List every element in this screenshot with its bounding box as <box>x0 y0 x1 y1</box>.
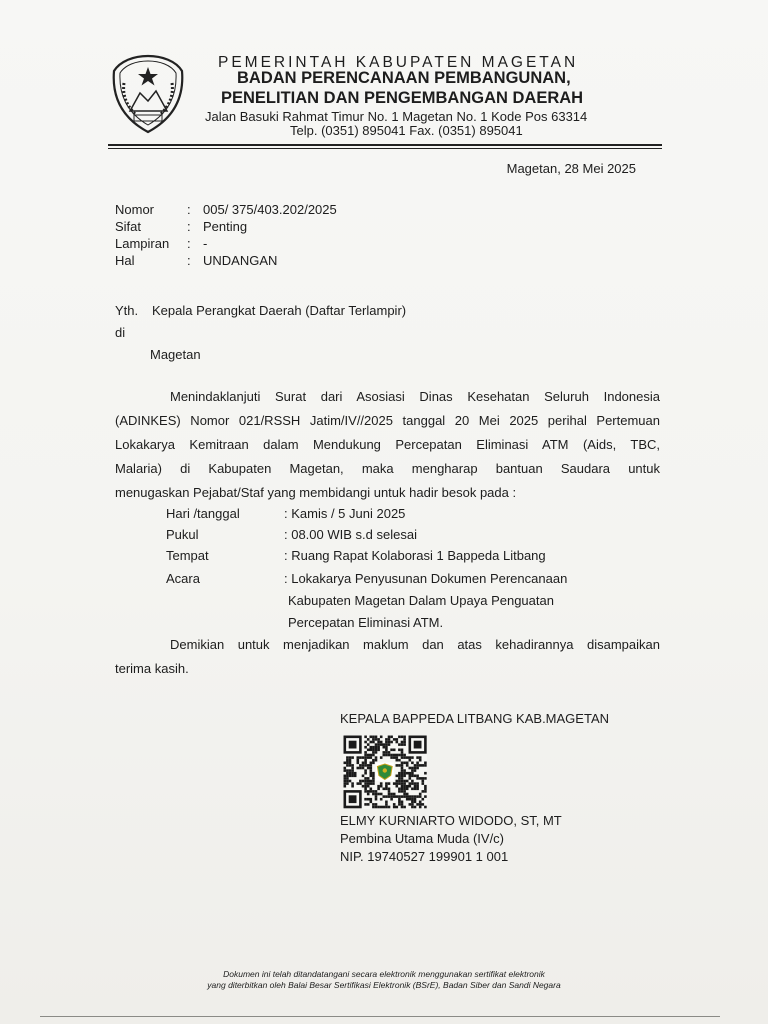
detail-label: Tempat <box>166 548 209 563</box>
meta-sep: : <box>187 219 191 234</box>
detail-value: : 08.00 WIB s.d selesai <box>284 527 417 542</box>
detail-acara-cont: Percepatan Eliminasi ATM. <box>288 615 444 630</box>
recipient-name: Kepala Perangkat Daerah (Daftar Terlampir) <box>152 303 407 318</box>
body-line: Malaria) di Kabupaten Magetan, maka mengharap bantuan Saudara untuk <box>115 461 660 476</box>
meta-lampiran <box>115 236 207 251</box>
letterhead-address: Jalan Basuki Rahmat Timur No. 1 Magetan No. 1 Kode Pos 63314 <box>205 109 588 124</box>
letterhead-rule-thin <box>108 148 662 149</box>
detail-value: : Lokakarya Penyusunan Dokumen Perencanaan <box>284 571 568 586</box>
meta-hal <box>115 253 277 268</box>
signatory-name: ELMY KURNIARTO WIDODO, ST, MT <box>340 813 562 828</box>
footer-esign-note: yang diterbitkan oleh Balai Besar Sertifikasi Elektronik (BSrE), Badan Siber dan Sandi Negara <box>207 980 561 990</box>
meta-label: Hal <box>115 253 135 268</box>
meta-value: Penting <box>203 219 248 234</box>
meta-value: 005/ 375/403.202/2025 <box>203 202 337 217</box>
detail-tempat <box>166 548 546 563</box>
body-line: Lokakarya Kemitraan dalam Mendukung Percepatan Eliminasi ATM (Aids, TBC, <box>115 437 660 452</box>
signatory-rank: Pembina Utama Muda (IV/c) <box>340 831 505 846</box>
meta-label: Sifat <box>115 219 142 234</box>
detail-hari-tanggal <box>166 506 405 521</box>
detail-label: Pukul <box>166 527 199 542</box>
letterhead-rule-thick <box>108 144 662 146</box>
letterhead-government: PEMERINTAH KABUPATEN MAGETAN <box>218 54 579 71</box>
recipient-place: Magetan <box>150 347 201 362</box>
body-line: (ADINKES) Nomor 021/RSSH Jatim/IV//2025 tanggal 20 Mei 2025 perihal Pertemuan <box>115 413 660 428</box>
meta-sep: : <box>187 202 191 217</box>
recipient-yth: Yth. <box>115 303 139 318</box>
meta-nomor <box>115 202 337 217</box>
detail-label: Acara <box>166 571 200 586</box>
letterhead-agency-line2: PENELITIAN DAN PENGEMBANGAN DAERAH <box>221 89 584 107</box>
detail-acara-cont: Kabupaten Magetan Dalam Upaya Penguatan <box>288 593 554 608</box>
bottom-rule <box>40 1016 720 1017</box>
body-line: menugaskan Pejabat/Staf yang membidangi untuk hadir besok pada : <box>115 485 517 500</box>
closing-line: Demikian untuk menjadikan maklum dan atas kehadirannya disampaikan <box>170 637 660 652</box>
meta-label: Nomor <box>115 202 155 217</box>
closing-line: terima kasih. <box>115 661 189 676</box>
recipient-di: di <box>115 325 126 340</box>
letterhead-phone: Telp. (0351) 895041 Fax. (0351) 895041 <box>290 123 523 138</box>
detail-value: : Ruang Rapat Kolaborasi 1 Bappeda Litbang <box>284 548 546 563</box>
meta-sep: : <box>187 236 191 251</box>
detail-acara <box>166 571 567 586</box>
meta-sifat <box>115 219 247 234</box>
meta-value: - <box>203 236 208 251</box>
signature-title: KEPALA BAPPEDA LITBANG KAB.MAGETAN <box>340 711 610 726</box>
detail-label: Hari /tanggal <box>166 506 240 521</box>
body-line: Menindaklanjuti Surat dari Asosiasi Dinas Kesehatan Seluruh Indonesia <box>170 389 660 404</box>
detail-value: : Kamis / 5 Juni 2025 <box>284 506 406 521</box>
detail-pukul <box>166 527 417 542</box>
footer-esign-note: Dokumen ini telah ditandatangani secara elektronik menggunakan sertifikat elektronik <box>223 969 545 979</box>
letterhead-agency-line1: BADAN PERENCANAAN PEMBANGUNAN, <box>237 69 571 87</box>
magetan-regency-emblem-icon <box>110 53 186 135</box>
signatory-nip: NIP. 19740527 199901 1 001 <box>340 849 509 864</box>
meta-value: UNDANGAN <box>203 253 278 268</box>
letter-date: Magetan, 28 Mei 2025 <box>506 161 636 176</box>
qr-code-icon <box>343 735 427 809</box>
meta-sep: : <box>187 253 191 268</box>
meta-label: Lampiran <box>115 236 170 251</box>
